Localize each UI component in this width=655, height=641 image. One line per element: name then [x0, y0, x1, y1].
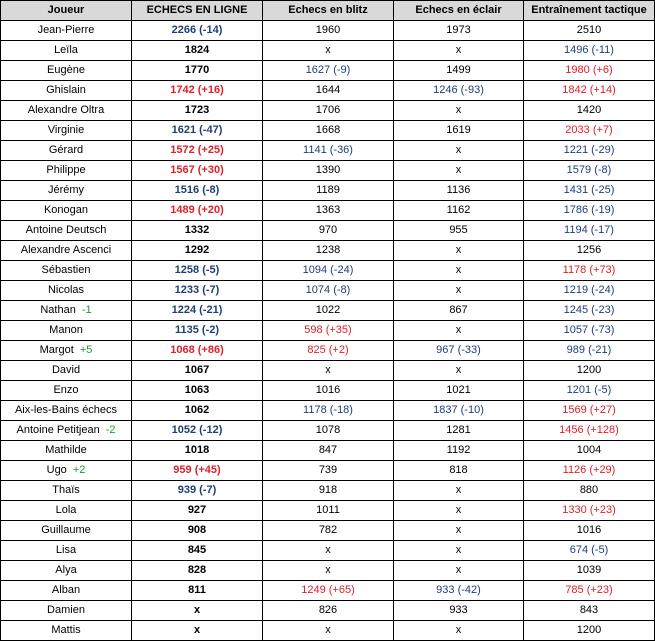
player-name: Alexandre Oltra	[27, 104, 105, 116]
table-row	[1, 121, 655, 141]
cell-joueur	[1, 561, 132, 581]
cell-echecs-en-ligne: 1135 (-2)	[132, 321, 263, 341]
player-name: Mattis	[51, 624, 81, 636]
cell-echecs-en-eclair: x	[394, 141, 524, 161]
cell-entrainement-tactique: 1245 (-23)	[524, 301, 655, 321]
table-row	[1, 381, 655, 401]
cell-joueur	[1, 381, 132, 401]
cell-entrainement-tactique: 1579 (-8)	[524, 161, 655, 181]
player-name: Jean-Pierre	[37, 24, 95, 36]
player-name: Nathan	[40, 304, 76, 316]
cell-echecs-en-ligne: 1770	[132, 61, 263, 81]
cell-joueur	[1, 261, 132, 281]
header-row	[1, 1, 655, 21]
cell-echecs-en-blitz: 1390	[263, 161, 394, 181]
player-name: Mathilde	[45, 444, 87, 456]
cell-joueur	[1, 401, 132, 421]
cell-echecs-en-ligne: 1723	[132, 101, 263, 121]
cell-entrainement-tactique: 785 (+23)	[524, 581, 655, 601]
table-body	[1, 21, 655, 641]
cell-joueur	[1, 541, 132, 561]
player-name: Gérard	[48, 144, 84, 156]
cell-echecs-en-ligne: 1052 (-12)	[132, 421, 263, 441]
cell-entrainement-tactique: 843	[524, 601, 655, 621]
rank-change: -2	[105, 424, 116, 436]
cell-echecs-en-ligne: x	[132, 621, 263, 641]
cell-echecs-en-eclair: 1499	[394, 61, 524, 81]
table-row	[1, 241, 655, 261]
cell-echecs-en-eclair: 955	[394, 221, 524, 241]
cell-joueur	[1, 421, 132, 441]
cell-echecs-en-blitz: x	[263, 361, 394, 381]
cell-joueur	[1, 581, 132, 601]
cell-entrainement-tactique: 1256	[524, 241, 655, 261]
table-row	[1, 261, 655, 281]
cell-echecs-en-blitz: 739	[263, 461, 394, 481]
cell-joueur	[1, 281, 132, 301]
cell-echecs-en-eclair: x	[394, 241, 524, 261]
cell-joueur	[1, 21, 132, 41]
player-name: Alban	[51, 584, 81, 596]
cell-echecs-en-eclair: x	[394, 321, 524, 341]
header-echecs-en-blitz: Echecs en blitz	[263, 1, 394, 21]
cell-joueur	[1, 101, 132, 121]
player-name: Leïla	[54, 44, 78, 56]
cell-echecs-en-ligne: 1068 (+86)	[132, 341, 263, 361]
cell-echecs-en-ligne: 1067	[132, 361, 263, 381]
cell-echecs-en-eclair: 1973	[394, 21, 524, 41]
player-name: Lisa	[55, 544, 77, 556]
cell-echecs-en-blitz: 918	[263, 481, 394, 501]
cell-echecs-en-ligne: 1292	[132, 241, 263, 261]
cell-echecs-en-ligne: 939 (-7)	[132, 481, 263, 501]
cell-joueur	[1, 61, 132, 81]
cell-echecs-en-blitz: 1627 (-9)	[263, 61, 394, 81]
cell-echecs-en-ligne: 1489 (+20)	[132, 201, 263, 221]
cell-echecs-en-blitz: 1668	[263, 121, 394, 141]
cell-echecs-en-ligne: 959 (+45)	[132, 461, 263, 481]
table-header	[1, 1, 655, 21]
cell-echecs-en-eclair: 933 (-42)	[394, 581, 524, 601]
header-echecs-en-eclair: Echecs en éclair	[394, 1, 524, 21]
table-row	[1, 361, 655, 381]
cell-joueur	[1, 621, 132, 641]
cell-entrainement-tactique: 1004	[524, 441, 655, 461]
cell-joueur	[1, 81, 132, 101]
cell-echecs-en-blitz: 1094 (-24)	[263, 261, 394, 281]
cell-entrainement-tactique: 1126 (+29)	[524, 461, 655, 481]
cell-entrainement-tactique: 1456 (+128)	[524, 421, 655, 441]
player-name: Lola	[55, 504, 77, 516]
player-name: Virginie	[47, 124, 85, 136]
header-echecs-en-ligne: ECHECS EN LIGNE	[132, 1, 263, 21]
cell-echecs-en-eclair: 933	[394, 601, 524, 621]
cell-echecs-en-blitz: 1016	[263, 381, 394, 401]
cell-entrainement-tactique: 1178 (+73)	[524, 261, 655, 281]
cell-echecs-en-eclair: x	[394, 101, 524, 121]
table-row	[1, 501, 655, 521]
cell-echecs-en-ligne: 2266 (-14)	[132, 21, 263, 41]
player-name: Damien	[47, 604, 85, 616]
table-row	[1, 301, 655, 321]
cell-echecs-en-eclair: x	[394, 561, 524, 581]
cell-echecs-en-ligne: x	[132, 601, 263, 621]
cell-echecs-en-blitz: 1189	[263, 181, 394, 201]
table-row	[1, 561, 655, 581]
cell-echecs-en-eclair: x	[394, 361, 524, 381]
cell-echecs-en-eclair: x	[394, 261, 524, 281]
player-name: Jérémy	[47, 184, 85, 196]
cell-echecs-en-ligne: 1233 (-7)	[132, 281, 263, 301]
table-row	[1, 461, 655, 481]
table-row	[1, 41, 655, 61]
player-name: Nicolas	[47, 284, 85, 296]
cell-echecs-en-eclair: x	[394, 281, 524, 301]
cell-joueur	[1, 41, 132, 61]
cell-echecs-en-blitz: 1022	[263, 301, 394, 321]
cell-entrainement-tactique: 1201 (-5)	[524, 381, 655, 401]
cell-echecs-en-eclair: 1136	[394, 181, 524, 201]
player-name: Eugène	[47, 64, 85, 76]
player-name: David	[51, 364, 81, 376]
cell-echecs-en-blitz: x	[263, 541, 394, 561]
cell-joueur	[1, 461, 132, 481]
cell-joueur	[1, 141, 132, 161]
player-name: Alya	[55, 564, 77, 576]
cell-joueur	[1, 481, 132, 501]
cell-echecs-en-ligne: 1062	[132, 401, 263, 421]
cell-echecs-en-blitz: x	[263, 621, 394, 641]
cell-entrainement-tactique: 2033 (+7)	[524, 121, 655, 141]
cell-entrainement-tactique: 989 (-21)	[524, 341, 655, 361]
cell-echecs-en-eclair: x	[394, 481, 524, 501]
cell-echecs-en-ligne: 1742 (+16)	[132, 81, 263, 101]
cell-echecs-en-ligne: 927	[132, 501, 263, 521]
table-row	[1, 101, 655, 121]
player-name: Enzo	[53, 384, 79, 396]
cell-joueur	[1, 161, 132, 181]
cell-entrainement-tactique: 1842 (+14)	[524, 81, 655, 101]
cell-echecs-en-blitz: 1644	[263, 81, 394, 101]
cell-joueur	[1, 241, 132, 261]
player-name: Antoine Deutsch	[25, 224, 107, 236]
cell-echecs-en-eclair: 967 (-33)	[394, 341, 524, 361]
player-name: Ugo	[46, 464, 67, 476]
player-name: Thaïs	[52, 484, 80, 496]
table-row	[1, 621, 655, 641]
cell-echecs-en-blitz: 826	[263, 601, 394, 621]
cell-echecs-en-eclair: x	[394, 41, 524, 61]
cell-joueur	[1, 501, 132, 521]
table-row	[1, 161, 655, 181]
cell-echecs-en-blitz: 1960	[263, 21, 394, 41]
cell-echecs-en-eclair: x	[394, 621, 524, 641]
header-joueur: Joueur	[1, 1, 132, 21]
cell-entrainement-tactique: 1039	[524, 561, 655, 581]
cell-entrainement-tactique: 880	[524, 481, 655, 501]
cell-echecs-en-blitz: 1249 (+65)	[263, 581, 394, 601]
cell-echecs-en-blitz: 1363	[263, 201, 394, 221]
cell-echecs-en-eclair: 818	[394, 461, 524, 481]
cell-echecs-en-blitz: 847	[263, 441, 394, 461]
cell-echecs-en-eclair: 1021	[394, 381, 524, 401]
cell-echecs-en-ligne: 845	[132, 541, 263, 561]
cell-entrainement-tactique: 674 (-5)	[524, 541, 655, 561]
rank-change: -1	[81, 304, 92, 316]
cell-entrainement-tactique: 1420	[524, 101, 655, 121]
cell-joueur	[1, 361, 132, 381]
cell-entrainement-tactique: 1980 (+6)	[524, 61, 655, 81]
cell-entrainement-tactique: 1200	[524, 361, 655, 381]
table-row	[1, 541, 655, 561]
cell-echecs-en-blitz: 1078	[263, 421, 394, 441]
table-row	[1, 201, 655, 221]
cell-entrainement-tactique: 1221 (-29)	[524, 141, 655, 161]
cell-echecs-en-ligne: 1516 (-8)	[132, 181, 263, 201]
table-row	[1, 221, 655, 241]
cell-echecs-en-blitz: 1178 (-18)	[263, 401, 394, 421]
table-row	[1, 181, 655, 201]
cell-echecs-en-blitz: 970	[263, 221, 394, 241]
cell-echecs-en-blitz: 825 (+2)	[263, 341, 394, 361]
table-row	[1, 321, 655, 341]
table-row	[1, 421, 655, 441]
cell-echecs-en-ligne: 1621 (-47)	[132, 121, 263, 141]
cell-joueur	[1, 221, 132, 241]
cell-echecs-en-ligne: 1824	[132, 41, 263, 61]
cell-entrainement-tactique: 1194 (-17)	[524, 221, 655, 241]
cell-entrainement-tactique: 1496 (-11)	[524, 41, 655, 61]
cell-joueur	[1, 201, 132, 221]
player-name: Ghislain	[46, 84, 86, 96]
cell-echecs-en-blitz: 1238	[263, 241, 394, 261]
player-name: Philippe	[46, 164, 86, 176]
cell-joueur	[1, 441, 132, 461]
cell-echecs-en-eclair: x	[394, 501, 524, 521]
cell-echecs-en-ligne: 1332	[132, 221, 263, 241]
cell-entrainement-tactique: 1786 (-19)	[524, 201, 655, 221]
table-row	[1, 481, 655, 501]
cell-echecs-en-blitz: 1141 (-36)	[263, 141, 394, 161]
cell-echecs-en-ligne: 1018	[132, 441, 263, 461]
cell-joueur	[1, 341, 132, 361]
player-name: Manon	[49, 324, 83, 336]
cell-echecs-en-ligne: 908	[132, 521, 263, 541]
cell-joueur	[1, 181, 132, 201]
cell-joueur	[1, 321, 132, 341]
table-row	[1, 401, 655, 421]
cell-echecs-en-blitz: 598 (+35)	[263, 321, 394, 341]
cell-echecs-en-ligne: 1258 (-5)	[132, 261, 263, 281]
table-row	[1, 341, 655, 361]
cell-echecs-en-blitz: 782	[263, 521, 394, 541]
cell-entrainement-tactique: 1569 (+27)	[524, 401, 655, 421]
cell-echecs-en-eclair: 867	[394, 301, 524, 321]
cell-joueur	[1, 301, 132, 321]
cell-joueur	[1, 521, 132, 541]
cell-echecs-en-eclair: 1837 (-10)	[394, 401, 524, 421]
cell-joueur	[1, 121, 132, 141]
player-name: Aix-les-Bains échecs	[14, 404, 118, 416]
table-row	[1, 281, 655, 301]
cell-entrainement-tactique: 1219 (-24)	[524, 281, 655, 301]
table-row	[1, 61, 655, 81]
cell-echecs-en-eclair: x	[394, 541, 524, 561]
player-name: Guillaume	[41, 524, 91, 536]
cell-echecs-en-eclair: x	[394, 161, 524, 181]
cell-entrainement-tactique: 1016	[524, 521, 655, 541]
rank-change: +2	[72, 464, 86, 476]
cell-echecs-en-ligne: 1572 (+25)	[132, 141, 263, 161]
cell-entrainement-tactique: 1057 (-73)	[524, 321, 655, 341]
cell-echecs-en-eclair: 1162	[394, 201, 524, 221]
cell-echecs-en-eclair: 1192	[394, 441, 524, 461]
cell-entrainement-tactique: 1330 (+23)	[524, 501, 655, 521]
cell-echecs-en-ligne: 811	[132, 581, 263, 601]
cell-echecs-en-eclair: x	[394, 521, 524, 541]
header-entrainement-tactique: Entraînement tactique	[524, 1, 655, 21]
cell-echecs-en-ligne: 1224 (-21)	[132, 301, 263, 321]
table-row	[1, 141, 655, 161]
cell-entrainement-tactique: 2510	[524, 21, 655, 41]
cell-echecs-en-eclair: 1619	[394, 121, 524, 141]
cell-echecs-en-ligne: 1567 (+30)	[132, 161, 263, 181]
player-name: Konogan	[43, 204, 89, 216]
table-row	[1, 601, 655, 621]
player-name: Antoine Petitjean	[16, 424, 100, 436]
cell-entrainement-tactique: 1431 (-25)	[524, 181, 655, 201]
cell-entrainement-tactique: 1200	[524, 621, 655, 641]
table-row	[1, 521, 655, 541]
table-row	[1, 581, 655, 601]
rank-change: +5	[79, 344, 93, 356]
cell-echecs-en-eclair: 1281	[394, 421, 524, 441]
cell-echecs-en-ligne: 828	[132, 561, 263, 581]
player-name: Sébastien	[41, 264, 91, 276]
cell-echecs-en-blitz: 1706	[263, 101, 394, 121]
table-row	[1, 81, 655, 101]
cell-echecs-en-blitz: x	[263, 561, 394, 581]
cell-echecs-en-blitz: 1011	[263, 501, 394, 521]
cell-echecs-en-ligne: 1063	[132, 381, 263, 401]
cell-echecs-en-blitz: x	[263, 41, 394, 61]
player-name: Alexandre Ascenci	[20, 244, 112, 256]
table-row	[1, 441, 655, 461]
table-row	[1, 21, 655, 41]
player-name: Margot	[39, 344, 74, 356]
cell-echecs-en-eclair: 1246 (-93)	[394, 81, 524, 101]
cell-joueur	[1, 601, 132, 621]
cell-echecs-en-blitz: 1074 (-8)	[263, 281, 394, 301]
